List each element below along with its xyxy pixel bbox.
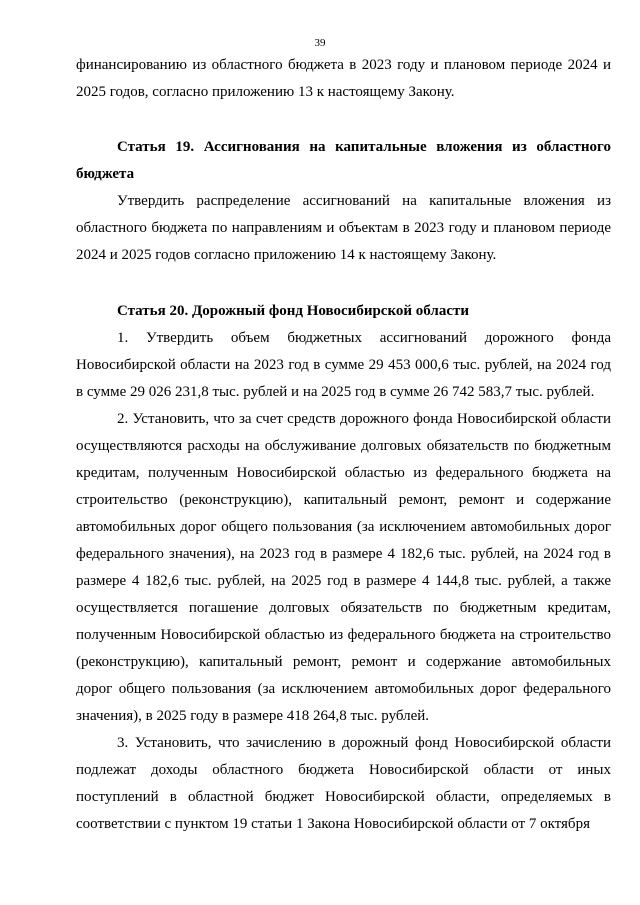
article-20-item-3: 3. Установить, что зачислению в дорожный фонд Новосибирской области подлежат доходы областного бюджета Новосибирской области от иных поступлений в областной бюджет Новосибирской области, определяемых в соответствии с пунктом 19 статьи 1 Закона Новосибирской области от 7 октября	[76, 735, 611, 832]
article-19-paragraph: Утвердить распределение ассигнований на капитальные вложения из областного бюджета по направлениям и объектам в 2023 году и плановом периоде 2024 и 2025 годов согласно приложению 14 к настоящему Закону.	[76, 193, 611, 263]
article-19-heading: Статья 19. Ассигнования на капитальные вложения из областного бюджета	[76, 139, 611, 182]
article-20-heading: Статья 20. Дорожный фонд Новосибирской области	[117, 303, 470, 319]
article-20-item-2: 2. Установить, что за счет средств дорожного фонда Новосибирской области осуществляются расходы на обслуживание долговых обязательств по бюджетным кредитам, полученным Новосибирской областью из федерального бюджета на строительство (реконструкцию), капитальный ремонт, ремонт и содержание автомобильных дорог общего пользования (за исключением автомобильных дорог федерального значения), на 2023 год в размере 4 182,6 тыс. рублей, на 2024 год в размере 4 182,6 тыс. рублей, на 2025 год в размере 4 144,8 тыс. рублей, а также осуществляется погашение долговых обязательств по бюджетным кредитам, полученным Новосибирской областью из федерального бюджета на строительство (реконструкцию), капитальный ремонт, ремонт и содержание автомобильных дорог общего пользования (за исключением автомобильных дорог федерального значения), в 2025 году в размере 418 264,8 тыс. рублей.	[76, 411, 611, 724]
article-20-item-1: 1. Утвердить объем бюджетных ассигнований дорожного фонда Новосибирской области на 2023 год в сумме 29 453 000,6 тыс. рублей, на 2024 год в сумме 29 026 231,8 тыс. рублей и на 2025 год в сумме 26 742 583,7 тыс. рублей.	[76, 330, 611, 400]
page-number: 39	[314, 37, 326, 49]
paragraph-continuation: финансированию из областного бюджета в 2023 году и плановом периоде 2024 и 2025 годов, согласно приложению 13 к настоящему Закону.	[76, 57, 611, 100]
document-body	[76, 52, 611, 838]
